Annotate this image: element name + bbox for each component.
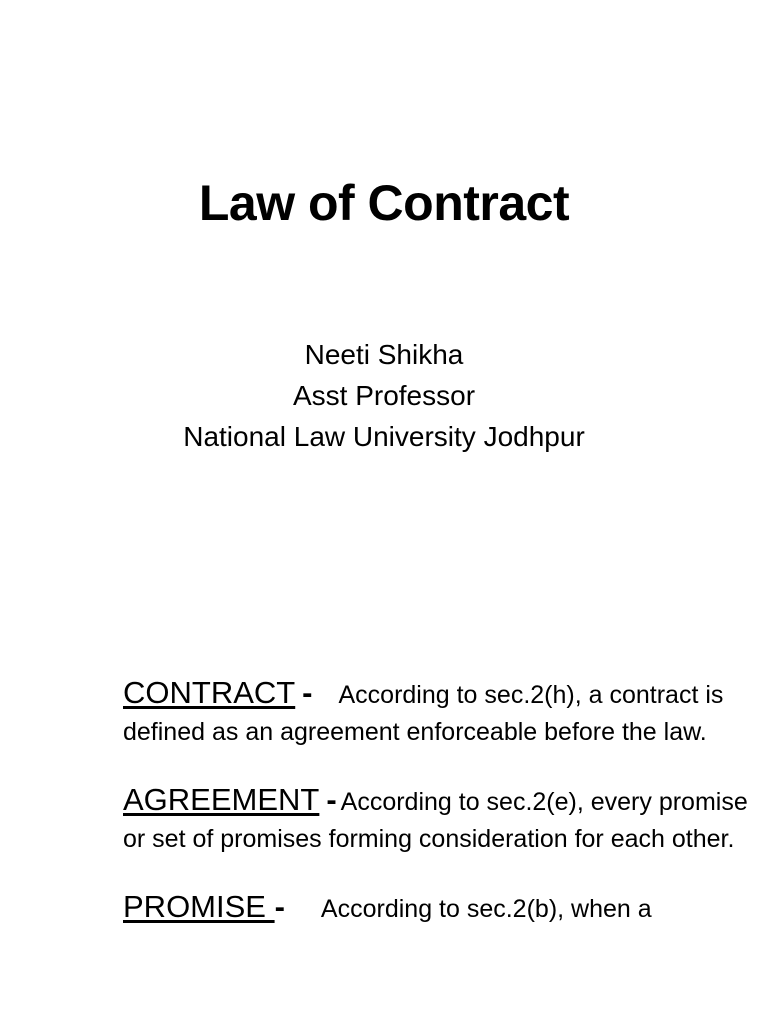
author-name: Neeti Shikha (304, 339, 464, 370)
definition-text: According to sec.2(e), every promise or set of promises forming consideration for each other. (123, 788, 748, 853)
author-position: Asst Professor (292, 380, 476, 411)
definition-term: CONTRACT (123, 675, 296, 710)
author-block (0, 334, 768, 457)
author-institution: National Law University Jodhpur (183, 421, 585, 452)
definition-agreement (123, 781, 761, 858)
definition-separator: - (302, 675, 313, 710)
page-title: Law of Contract (198, 175, 570, 231)
definition-promise (123, 888, 761, 928)
definition-separator: - (274, 889, 285, 924)
definition-term: AGREEMENT (123, 782, 320, 817)
definition-separator: - (326, 782, 337, 817)
definition-text: According to sec.2(h), a contract is defined as an agreement enforceable before the law. (123, 681, 724, 746)
definitions-list (123, 674, 761, 958)
definition-text: According to sec.2(b), when a (320, 895, 652, 923)
definition-term: PROMISE (123, 889, 275, 924)
definition-contract (123, 674, 761, 751)
